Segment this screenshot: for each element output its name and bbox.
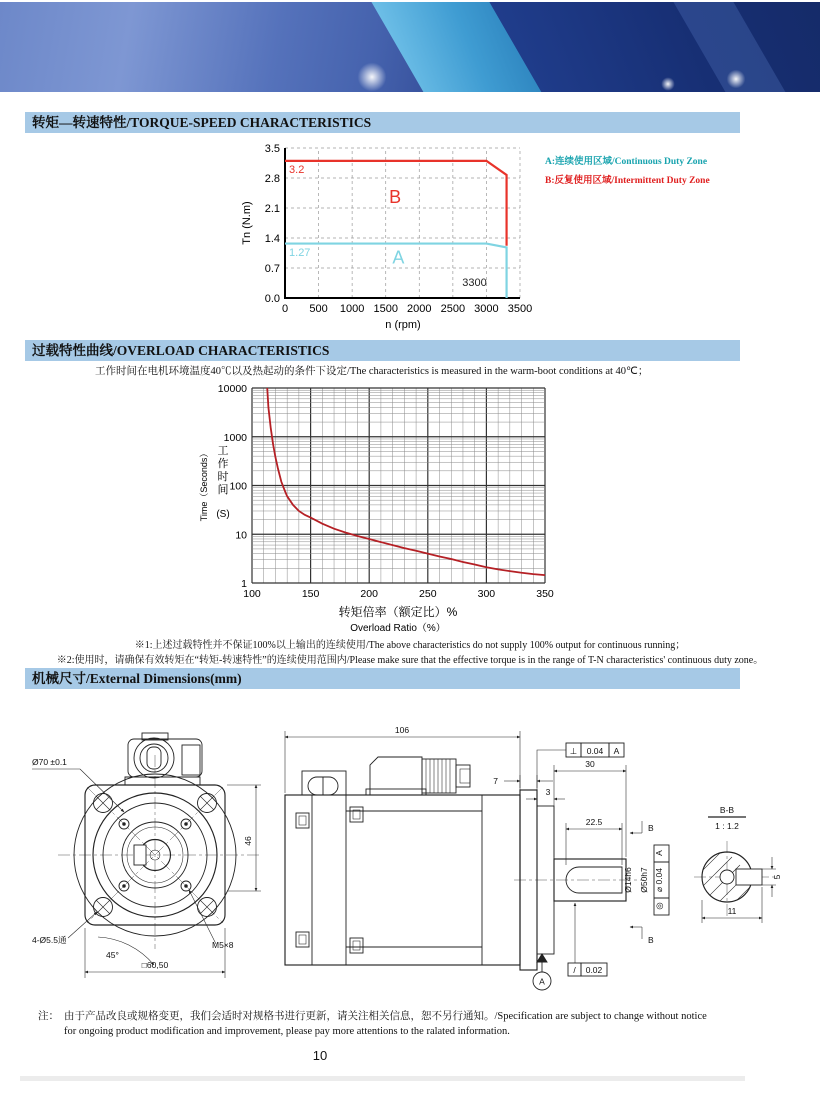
footer-note-line1: 由于产品改良或规格变更，我们会适时对规格书进行更新，请关注相关信息，恕不另行通知。/Specification are subject to change without notice: [64, 1011, 707, 1022]
fcf-concentricity-symbol: ◎: [654, 902, 664, 910]
page-number: 10: [312, 1048, 328, 1063]
svg-text:作: 作: [217, 458, 229, 470]
svg-text:0.7: 0.7: [264, 263, 280, 275]
overload-chart: [185, 380, 595, 647]
footer-note-prefix: 注：: [38, 1011, 59, 1022]
svg-text:1: 1: [241, 578, 247, 590]
svg-text:10000: 10000: [217, 383, 247, 395]
svg-text:1000: 1000: [339, 303, 365, 315]
section-bb-scale: 1 : 1.2: [715, 821, 739, 831]
mechanical-dimensions-drawing: [30, 695, 790, 995]
overload-test-condition: 工作时间在电机环境温度40℃以及热起动的条件下设定/The characteristics is measured in the warm-boot conditions at 40℃；: [95, 366, 649, 377]
svg-text:Tn (N.m): Tn (N.m): [241, 201, 253, 245]
header-banner: [0, 2, 820, 92]
torque-chart-legend: [545, 158, 710, 195]
svg-text:3300: 3300: [462, 277, 487, 289]
svg-text:2.8: 2.8: [264, 173, 280, 185]
legend-continuous-duty: A:连续使用区域/Continuous Duty Zone: [545, 157, 708, 167]
svg-text:1000: 1000: [223, 431, 247, 444]
svg-text:1.27: 1.27: [289, 247, 311, 259]
section-arrow-b-bottom: B: [648, 935, 654, 945]
fcf-perpendicularity-datum: A: [613, 746, 620, 756]
svg-text:A: A: [392, 247, 405, 268]
banner-glow-dot: [660, 76, 676, 92]
svg-text:10: 10: [235, 529, 247, 542]
section-bb-title: B-B: [719, 805, 735, 815]
svg-text:3000: 3000: [474, 303, 499, 315]
svg-text:1500: 1500: [373, 303, 398, 315]
dim-mounting-holes: 4-Ø5.5通: [32, 935, 67, 945]
dim-flange-diameter: Ø70 ±0.1: [32, 757, 67, 767]
banner-glow-dot: [725, 68, 747, 90]
dim-keyway-length-22-5: 22.5: [585, 817, 603, 827]
overload-note-1: ※1:上述过载特性并不保证100%以上输出的连续使用/The above characteristics do not supply 100% output for continuous running；: [134, 640, 686, 651]
fcf-runout-value: 0.02: [585, 965, 603, 975]
datum-a-label: A: [539, 976, 545, 987]
dim-total-length-106: 106: [394, 725, 410, 735]
dim-square-60-5: □60,50: [141, 960, 169, 970]
legend-intermittent-duty: B:反复使用区域/Intermittent Duty Zone: [545, 175, 710, 186]
svg-text:3.2: 3.2: [289, 163, 305, 176]
section-view-bb: [658, 805, 782, 931]
section-title-dimensions: 机械尺寸/External Dimensions(mm): [25, 668, 740, 689]
svg-text:1.4: 1.4: [264, 233, 280, 245]
svg-text:时: 时: [217, 471, 229, 483]
fcf-concentricity-datum: A: [654, 850, 664, 856]
dim-key-width-5: 5: [772, 874, 782, 880]
fcf-concentricity-value: ⌀ 0.04: [654, 867, 664, 893]
fcf-perpendicularity-symbol: ⊥: [569, 746, 578, 756]
svg-text:n (rpm): n (rpm): [385, 319, 421, 331]
svg-text:200: 200: [360, 588, 378, 600]
footer-note-line2: for ongoing product modification and improvement, please pay more attentions to the ralated information.: [64, 1026, 510, 1037]
dim-flange-thickness-7: 7: [493, 776, 498, 786]
fcf-perpendicularity-value: 0.04: [586, 746, 604, 756]
dim-step-3: 3: [545, 787, 551, 797]
svg-text:2500: 2500: [440, 303, 466, 315]
fcf-runout-symbol: /: [573, 965, 576, 975]
svg-text:2.1: 2.1: [264, 203, 280, 215]
svg-text:500: 500: [309, 303, 328, 315]
banner-glow-dot: [355, 60, 389, 92]
side-view: [285, 725, 669, 990]
svg-text:100: 100: [229, 480, 247, 493]
section-arrow-b-top: B: [648, 823, 654, 833]
svg-text:2000: 2000: [407, 303, 432, 315]
dim-shaft-diameter: Ø14h6: [623, 867, 633, 893]
svg-text:(S): (S): [216, 509, 230, 520]
svg-text:工: 工: [217, 445, 229, 457]
dim-key-depth-11: 11: [727, 906, 737, 916]
svg-text:转矩倍率（额定比）%: 转矩倍率（额定比）%: [338, 605, 458, 619]
dim-pilot-diameter: Ø50h7: [639, 867, 649, 893]
svg-text:Time（Seconds）: Time（Seconds）: [199, 448, 209, 522]
svg-text:B: B: [389, 186, 402, 207]
svg-text:350: 350: [536, 588, 554, 600]
svg-text:3.5: 3.5: [264, 143, 280, 155]
svg-text:300: 300: [477, 588, 496, 600]
dim-tap-m5: M5×8: [212, 940, 234, 950]
svg-text:Overload Ratio（%）: Overload Ratio（%）: [350, 623, 446, 634]
dim-height-46: 46: [243, 836, 253, 846]
torque-speed-chart: [238, 140, 568, 340]
svg-text:3500: 3500: [507, 303, 533, 315]
overload-note-2: ※2:使用时，请确保有效转矩在“转矩-转速特性”的连续使用范围内/Please make sure that the effective torque is in the range of T-N characteristics' continuous duty zone。: [56, 655, 764, 666]
dim-shaft-length-30: 30: [585, 759, 595, 769]
svg-text:150: 150: [301, 588, 320, 600]
section-title-overload: 过载特性曲线/OVERLOAD CHARACTERISTICS: [25, 340, 740, 361]
svg-text:0: 0: [281, 303, 289, 315]
svg-text:0.0: 0.0: [264, 293, 280, 305]
page-bottom-divider: [20, 1076, 745, 1081]
svg-text:100: 100: [243, 588, 261, 600]
dim-angle-45: 45°: [106, 950, 119, 960]
front-view: [32, 733, 261, 978]
svg-text:间: 间: [217, 484, 229, 496]
svg-text:250: 250: [419, 588, 437, 600]
section-title-torque-speed: 转矩—转速特性/TORQUE-SPEED CHARACTERISTICS: [25, 112, 740, 133]
